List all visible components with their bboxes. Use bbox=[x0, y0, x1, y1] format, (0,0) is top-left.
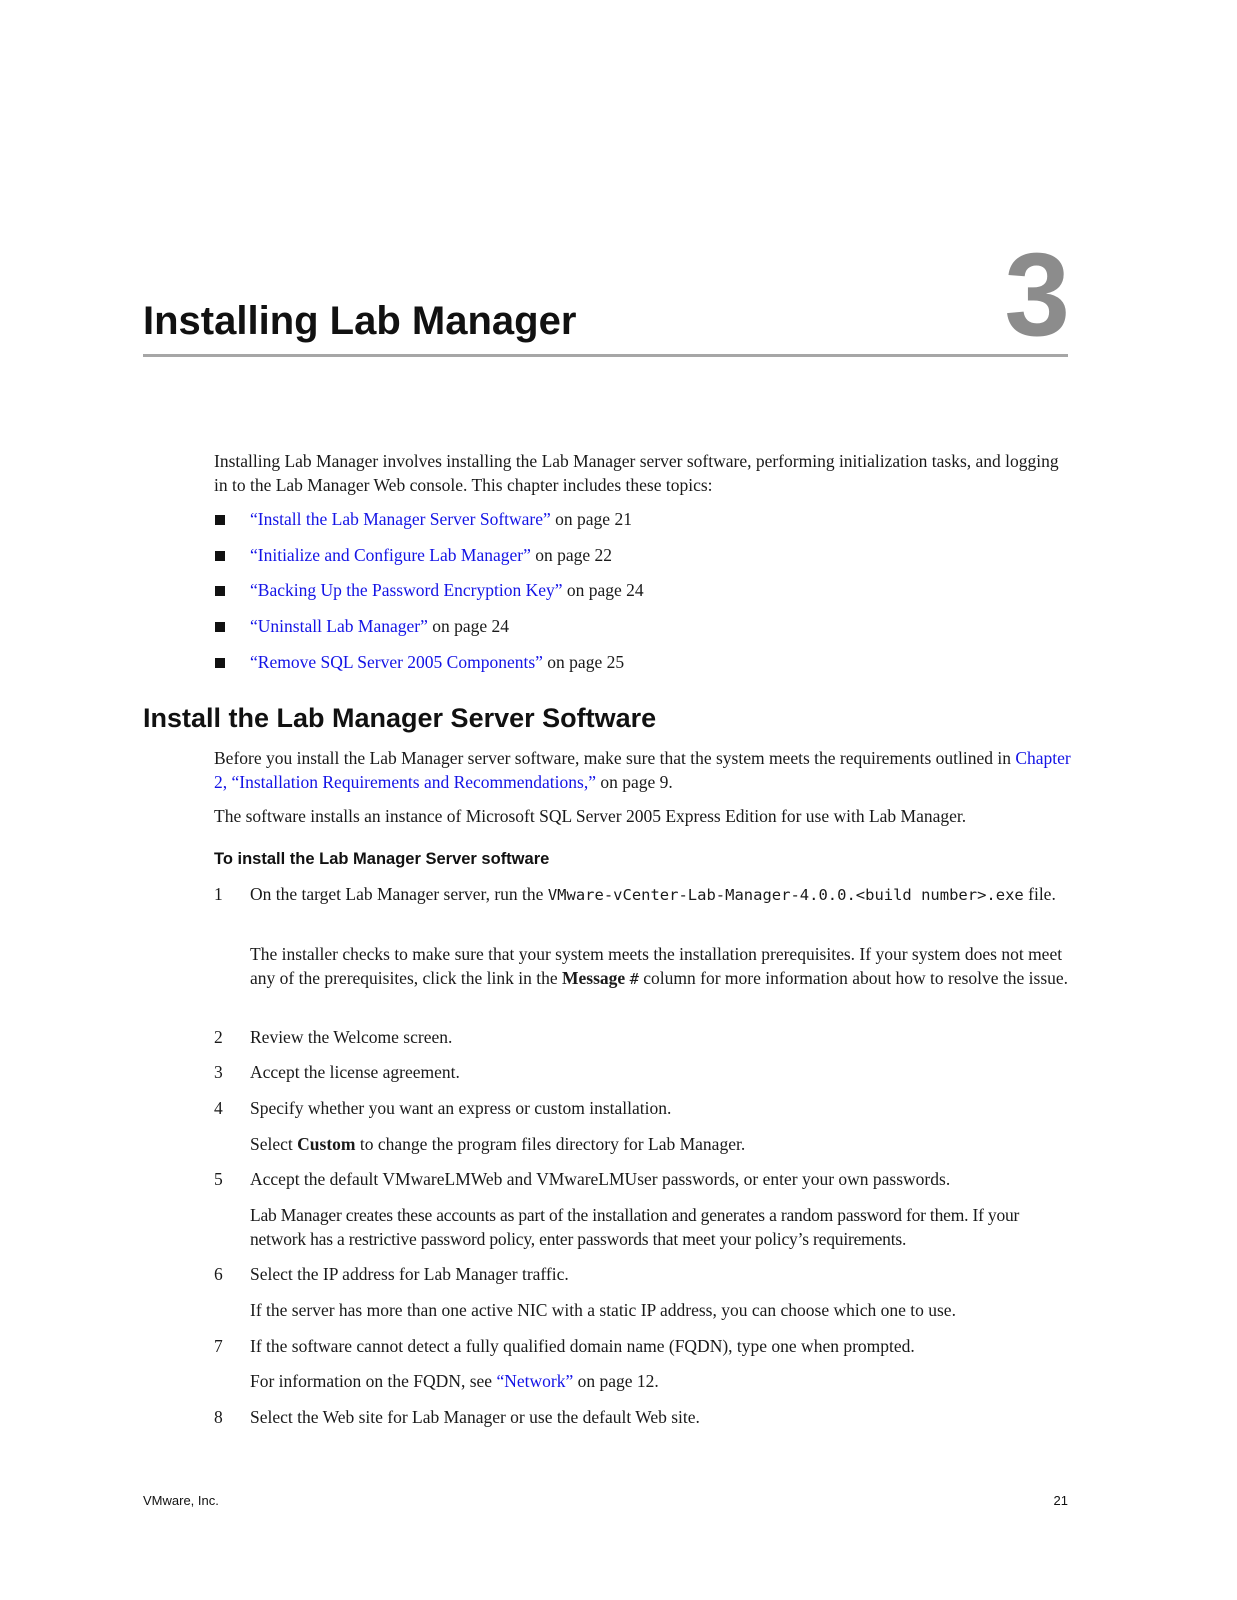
square-bullet-icon bbox=[215, 551, 225, 561]
step-number: 5 bbox=[214, 1169, 223, 1189]
step-number: 6 bbox=[214, 1264, 223, 1284]
footer-company: VMware, Inc. bbox=[143, 1493, 219, 1508]
section-heading: Install the Lab Manager Server Software bbox=[143, 703, 657, 733]
topic-link-backing-up[interactable]: “Backing Up the Password Encryption Key” bbox=[250, 580, 563, 601]
step-note: If the server has more than one active NIC with a static IP address, you can choose which one to use. bbox=[250, 1300, 956, 1320]
step-text: On the target Lab Manager server, run the VMware-vCenter-Lab-Manager-4.0.0.<build number>.exe file. bbox=[250, 884, 1056, 904]
step-text: If the software cannot detect a fully qualified domain name (FQDN), type one when prompted. bbox=[250, 1336, 915, 1356]
chapter-title-rule bbox=[143, 354, 1068, 357]
topic-list-item bbox=[214, 508, 644, 544]
installer-filename: VMware-vCenter-Lab-Manager-4.0.0.<build number>.exe bbox=[547, 886, 1024, 904]
step-note: Lab Manager creates these accounts as part of the installation and generates a random password for them. If your network has a restrictive password policy, enter passwords that meet your policy’s requirements. bbox=[250, 1205, 1020, 1249]
topic-page-ref: on page 25 bbox=[542, 651, 625, 672]
step-number: 2 bbox=[214, 1027, 223, 1047]
topic-page-ref: on page 21 bbox=[550, 509, 632, 529]
step-text: Specify whether you want an express or custom installation. bbox=[250, 1098, 672, 1118]
topic-page-ref: on page 24 bbox=[427, 616, 510, 637]
chapter-number: 3 bbox=[1004, 229, 1070, 361]
chapter-2-link[interactable]: Chapter 2, “Installation Requirements and Recommendations,” bbox=[214, 748, 1071, 792]
requirements-text: Before you install the Lab Manager server software, make sure that the system meets the requirements outlined in bbox=[214, 748, 1016, 768]
step-text: Review the Welcome screen. bbox=[250, 1027, 453, 1047]
square-bullet-icon bbox=[215, 515, 225, 525]
topic-list bbox=[214, 508, 644, 686]
step-text: Select the Web site for Lab Manager or use the default Web site. bbox=[250, 1407, 700, 1427]
topic-link-install[interactable]: “Install the Lab Manager Server Software” bbox=[250, 509, 551, 529]
square-bullet-icon bbox=[215, 658, 225, 668]
topic-list-item bbox=[214, 615, 644, 651]
step-note: For information on the FQDN, see “Network” on page 12. bbox=[250, 1371, 659, 1391]
topic-page-ref: on page 22 bbox=[530, 544, 613, 565]
step-number: 1 bbox=[214, 884, 223, 904]
step-text: Select the IP address for Lab Manager traffic. bbox=[250, 1264, 569, 1284]
message-column-label: Message bbox=[562, 967, 626, 988]
topic-page-ref: on page 24 bbox=[562, 580, 644, 601]
square-bullet-icon bbox=[215, 622, 225, 632]
topic-list-item bbox=[214, 544, 644, 580]
topic-list-item bbox=[214, 579, 644, 615]
custom-option-label: Custom bbox=[297, 1134, 356, 1154]
step-text: Accept the default VMwareLMWeb and VMwareLMUser passwords, or enter your own passwords. bbox=[250, 1169, 951, 1189]
step-note: Select Custom to change the program files directory for Lab Manager. bbox=[250, 1134, 746, 1154]
footer-page-number: 21 bbox=[1053, 1493, 1068, 1508]
chapter-intro: Installing Lab Manager involves installing the Lab Manager server software, performing initialization tasks, and logging in to the Lab Manager Web console. This chapter includes these topics: bbox=[214, 451, 1059, 495]
step-note: The installer checks to make sure that your system meets the installation prerequisites. If your system does not meet any of the prerequisites, click the link in the Message # column for more information about how to resolve the issue. bbox=[250, 944, 1069, 988]
topic-link-uninstall[interactable]: “Uninstall Lab Manager” bbox=[250, 616, 428, 637]
topic-link-initialize[interactable]: “Initialize and Configure Lab Manager” bbox=[250, 544, 531, 565]
topic-link-remove-sql[interactable]: “Remove SQL Server 2005 Components” bbox=[250, 651, 543, 672]
step-number: 4 bbox=[214, 1098, 223, 1118]
topic-list-item bbox=[214, 651, 644, 687]
requirements-paragraph bbox=[214, 747, 1074, 794]
requirements-page-ref: on page 9. bbox=[595, 771, 673, 792]
step-text: Accept the license agreement. bbox=[250, 1062, 460, 1082]
step-number: 7 bbox=[214, 1336, 223, 1356]
step-number: 8 bbox=[214, 1407, 223, 1427]
procedure-heading: To install the Lab Manager Server software bbox=[214, 850, 550, 868]
chapter-title: Installing Lab Manager bbox=[143, 299, 577, 343]
software-paragraph: The software installs an instance of Microsoft SQL Server 2005 Express Edition for use with Lab Manager. bbox=[214, 806, 967, 826]
square-bullet-icon bbox=[215, 586, 225, 596]
network-link[interactable]: “Network” bbox=[496, 1371, 574, 1391]
step-number: 3 bbox=[214, 1062, 223, 1082]
